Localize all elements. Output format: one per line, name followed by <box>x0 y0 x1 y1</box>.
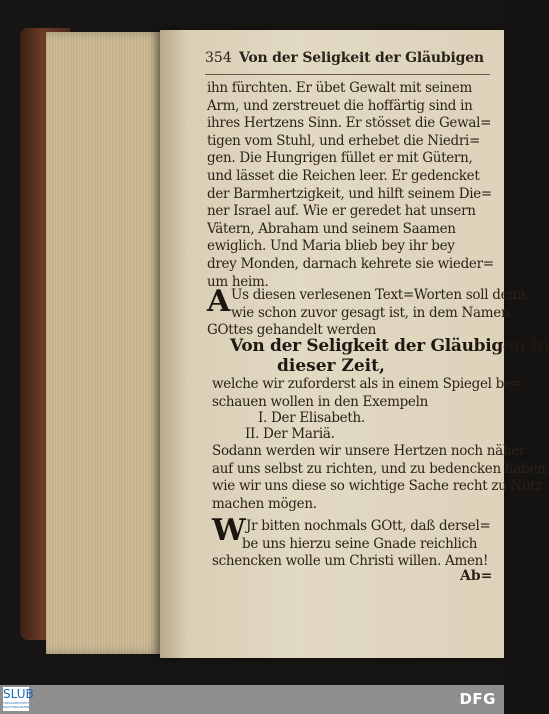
text-line: drey Monden, darnach kehrete sie wieder= <box>207 255 494 272</box>
text-line: Sodann werden wir unsere Hertzen noch näher <box>212 443 526 459</box>
viewer-footer <box>0 685 504 714</box>
page-number: 354 <box>205 50 232 66</box>
text-line: gen. Die Hungrigen füllet er mit Gütern, <box>207 150 473 167</box>
list-item-maria: II. Der Mariä. <box>245 426 335 442</box>
text-line: wie schon zuvor gesagt ist, in dem Namen <box>231 304 510 321</box>
text-line: Vätern, Abraham und seinem Saamen <box>207 220 456 237</box>
text-line: Arm, und zerstreuet die hoffärtig sind in <box>207 97 473 114</box>
paragraph-magnificat <box>207 80 494 291</box>
text-line: be uns hierzu seine Gnade reichlich <box>242 535 478 552</box>
text-line: schencken wolle um Christi willen. Amen! <box>212 553 489 570</box>
text-line: schauen wollen in den Exempeln <box>212 393 429 410</box>
text-line: tigen vom Stuhl, und erhebet die Niedri= <box>207 132 481 149</box>
section-title-cont: dieser Zeit, <box>277 356 385 376</box>
library-logo-icon: SLUB <box>3 687 34 701</box>
text-line: um heim. <box>207 273 269 290</box>
paragraph-introduction <box>207 284 530 340</box>
paragraph-mirror <box>212 376 523 411</box>
running-head: Von der Seligkeit der Gläubigen <box>239 50 484 66</box>
text-line: wie wir uns diese so wichtige Sache recht zu Nutz <box>212 478 543 495</box>
text-line: GOttes gehandelt werden <box>207 322 377 339</box>
text-line: Jr bitten nochmals GOtt, daß dersel= <box>246 518 491 534</box>
text-line: auf uns selbst zu richten, und zu bedencken haben, <box>212 460 549 477</box>
text-line: welche wir zuforderst als in einem Spiegel be= <box>212 376 523 392</box>
text-line: machen mögen. <box>212 495 317 512</box>
page-header <box>205 50 500 72</box>
text-line: der Barmhertzigkeit, und hilft seinem Die= <box>207 185 492 202</box>
section-title: Von der Seligkeit der Gläubigen in <box>230 336 549 356</box>
catchword: Ab= <box>460 568 493 584</box>
text-line: ihn fürchten. Er übet Gewalt mit seinem <box>207 80 472 96</box>
drop-initial-w: W <box>212 513 246 548</box>
list-item-elisabeth: I. Der Elisabeth. <box>258 410 365 426</box>
text-line: Us diesen verlesenen Text=Worten soll denn, <box>231 287 530 303</box>
dfg-logo[interactable]: DFG <box>459 690 496 708</box>
paragraph-prayer <box>212 513 491 571</box>
text-line: ner Israel auf. Wie er geredet hat unsern <box>207 203 476 220</box>
paragraph-application <box>212 443 549 513</box>
drop-initial-a: A <box>207 284 231 319</box>
library-logo[interactable] <box>3 687 34 711</box>
header-rule <box>205 74 490 75</box>
text-line: und lässet die Reichen leer. Er gedencket <box>207 167 480 184</box>
text-line: ewiglich. Und Maria blieb bey ihr bey <box>207 238 455 255</box>
page-edges <box>46 32 166 654</box>
text-line: ihres Hertzens Sinn. Er stösset die Gewal= <box>207 115 492 132</box>
library-logo-text: TREASURECHEST KRÄUTERGARTEN <box>3 701 30 709</box>
